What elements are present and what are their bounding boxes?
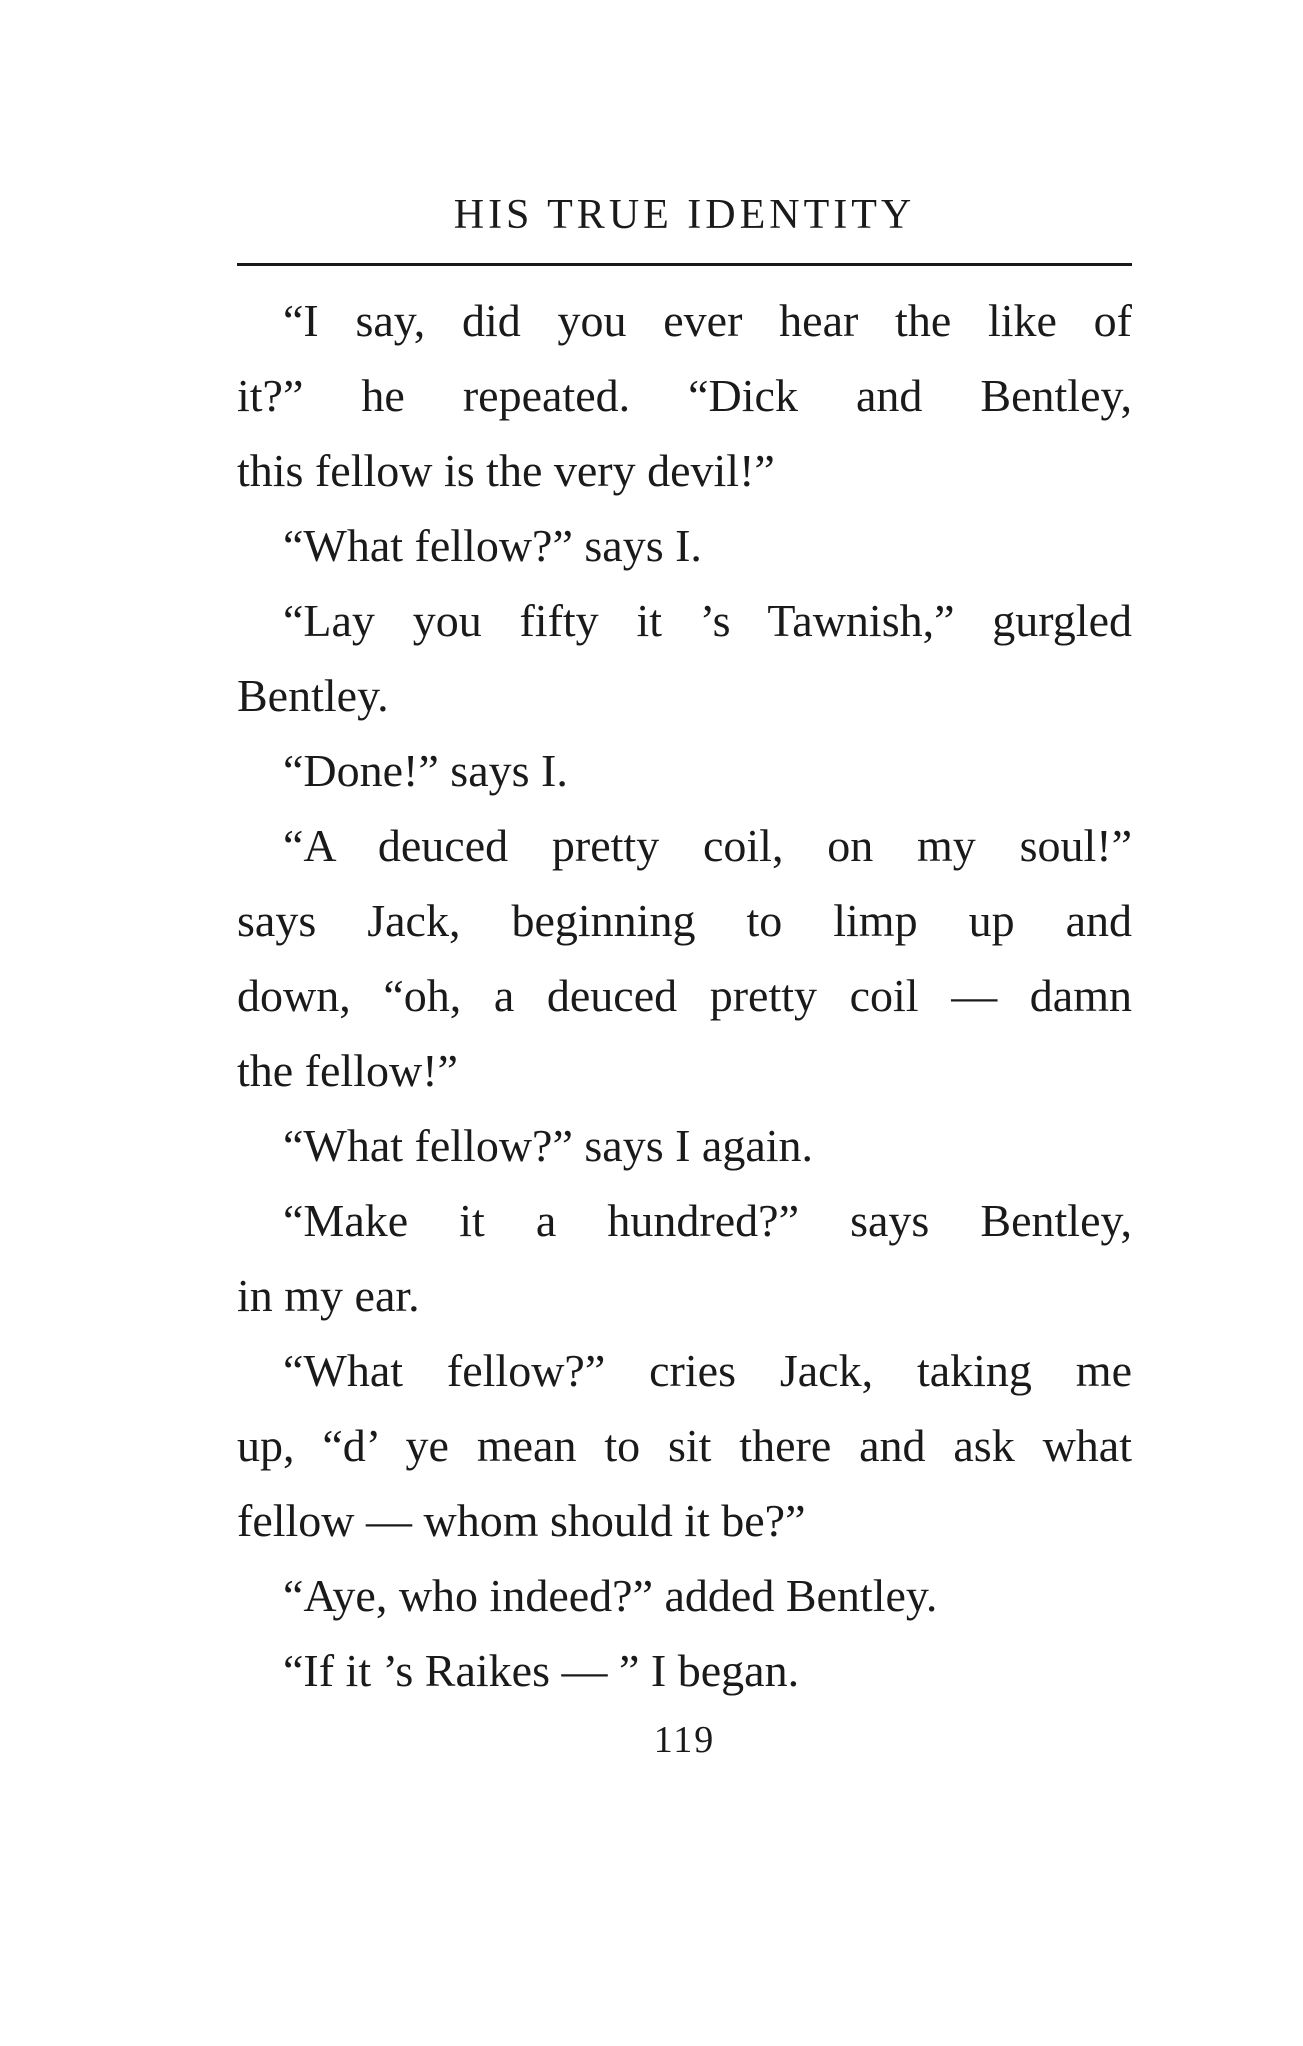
text-line: “I say, did you ever hear the like of xyxy=(283,295,1132,346)
text-line: “What fellow?” says I again. xyxy=(283,1120,814,1171)
text-line: it?” he repeated. “Dick and Bentley, xyxy=(237,370,1132,421)
text-line: “What fellow?” cries Jack, taking me xyxy=(283,1345,1132,1396)
text-line: down, “oh, a deuced pretty coil — damn xyxy=(237,970,1132,1021)
body-text xyxy=(237,283,1132,1708)
text-line: “Make it a hundred?” says Bentley, xyxy=(283,1195,1132,1246)
text-line: “If it ’s Raikes — ” I began. xyxy=(283,1645,800,1696)
text-line: the fellow!” xyxy=(237,1045,458,1096)
text-line: this fellow is the very devil!” xyxy=(237,445,775,496)
text-line: “Lay you fifty it ’s Tawnish,” gurgled xyxy=(283,595,1132,646)
text-line: up, “d’ ye mean to sit there and ask what xyxy=(237,1420,1132,1471)
header-rule xyxy=(237,263,1132,266)
page-number: 119 xyxy=(653,1719,716,1761)
text-line: in my ear. xyxy=(237,1270,420,1321)
text-line: “Aye, who indeed?” added Bentley. xyxy=(283,1570,938,1621)
text-line: “Done!” says I. xyxy=(283,745,568,796)
running-head: HIS TRUE IDENTITY xyxy=(453,192,916,238)
text-line: says Jack, beginning to limp up and xyxy=(237,895,1132,946)
text-line: fellow — whom should it be?” xyxy=(237,1495,806,1546)
text-line: Bentley. xyxy=(237,670,389,721)
text-line: “A deuced pretty coil, on my soul!” xyxy=(283,820,1132,871)
text-line: “What fellow?” says I. xyxy=(283,520,702,571)
